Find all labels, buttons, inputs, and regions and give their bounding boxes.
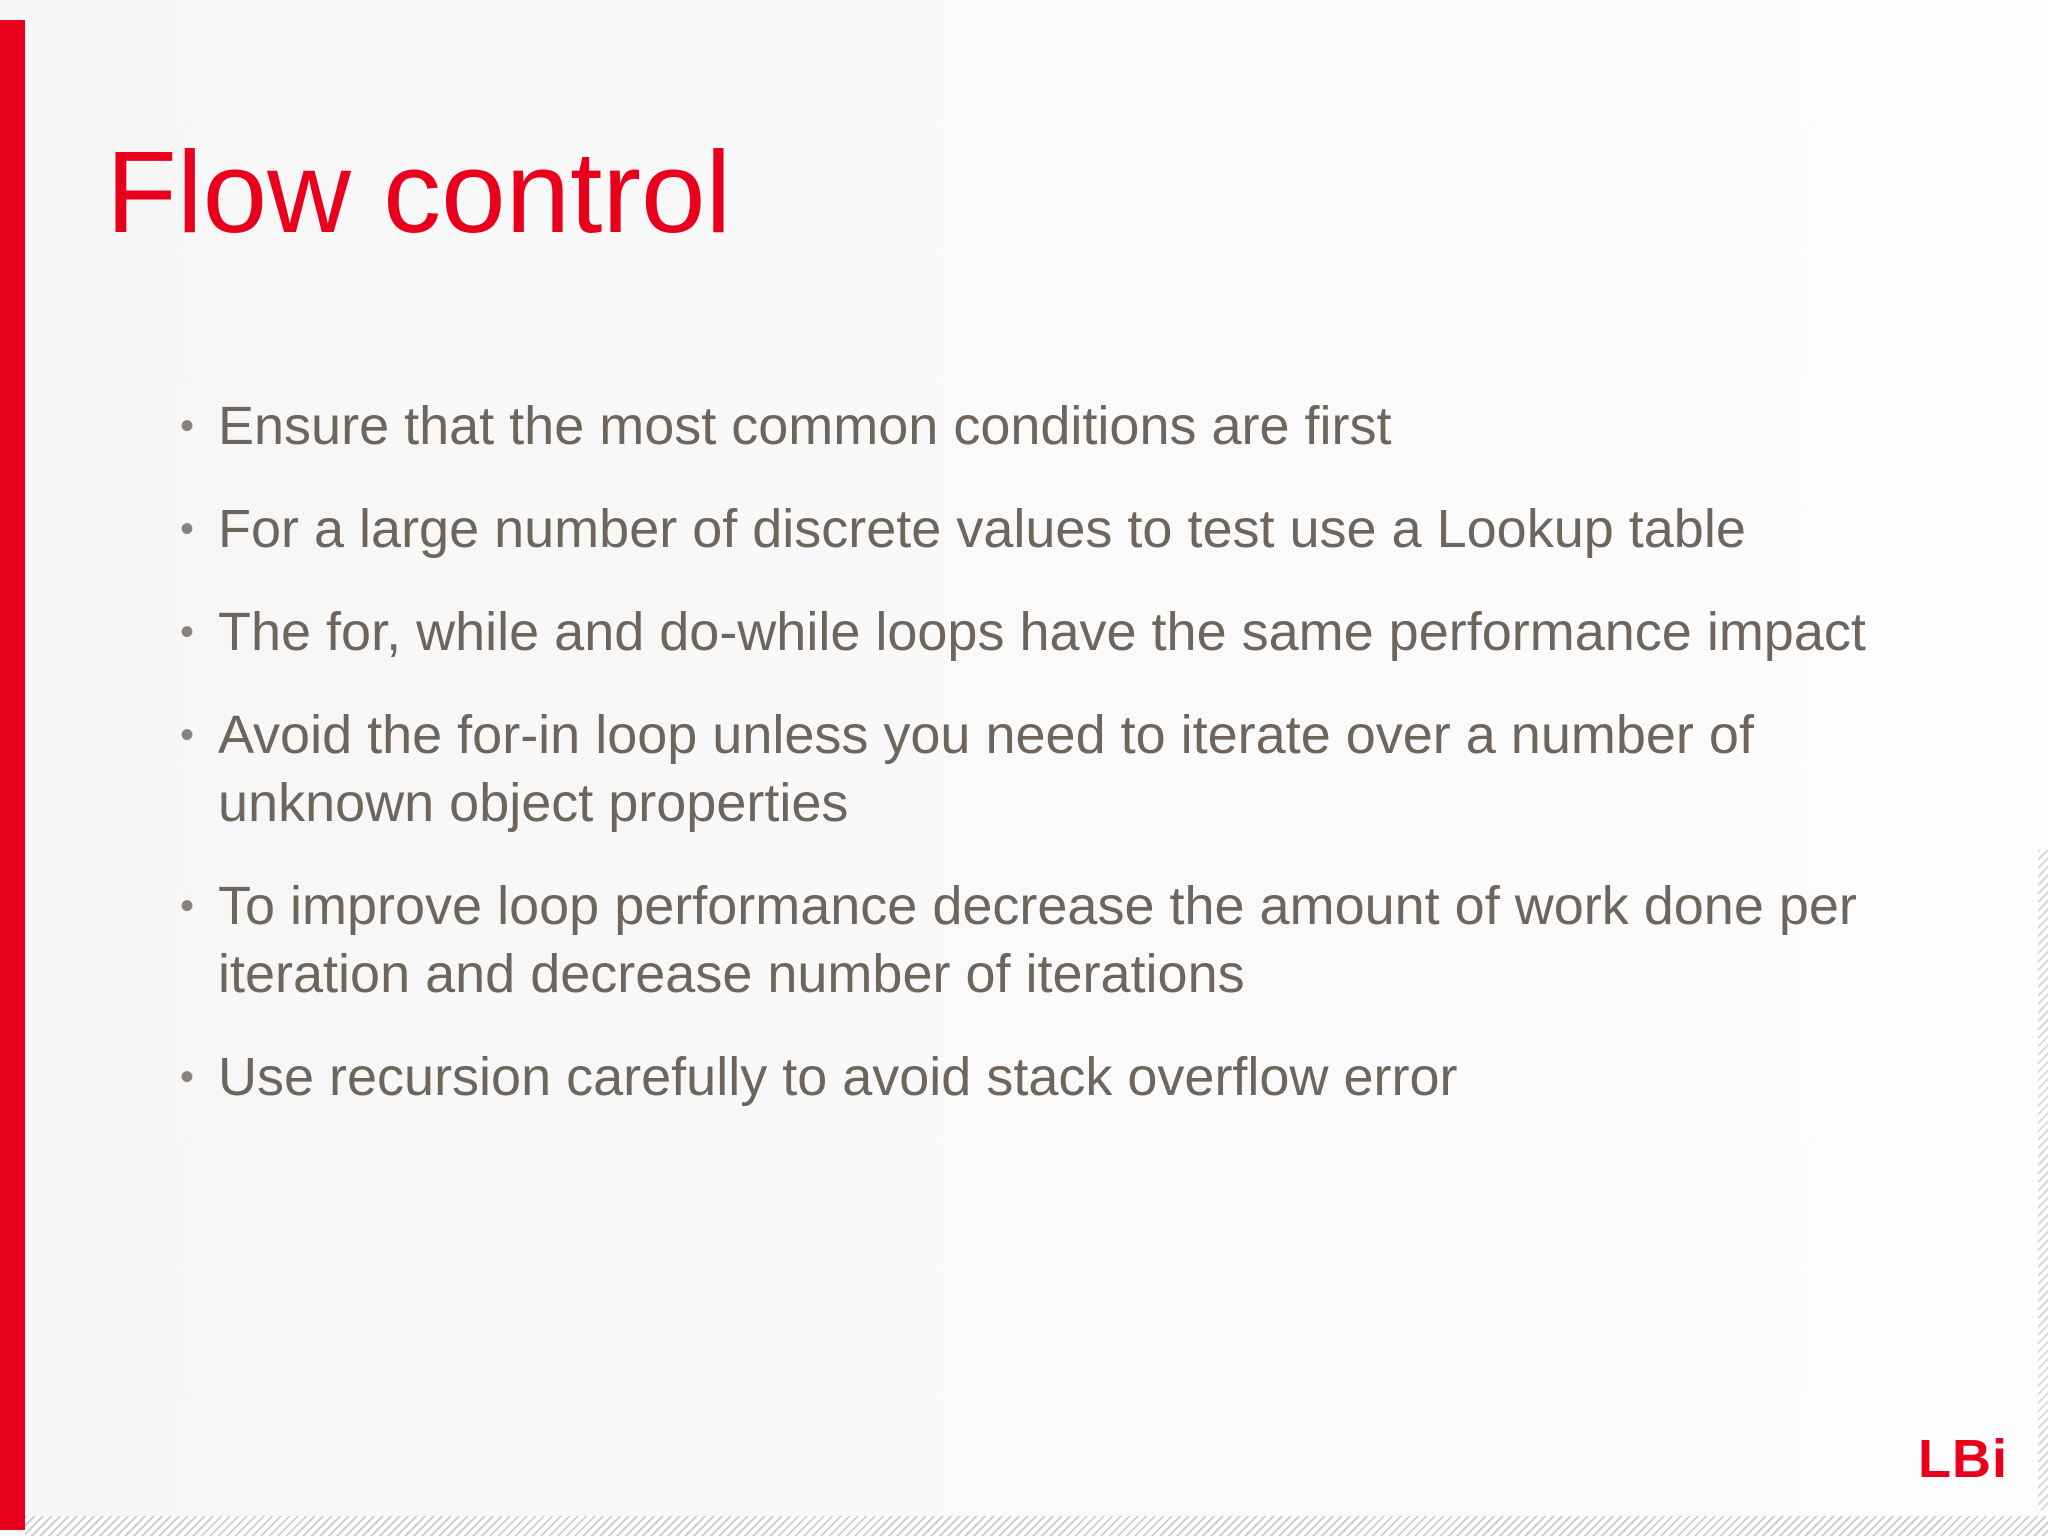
bullet-item xyxy=(180,495,1980,563)
bullet-item xyxy=(180,392,1980,460)
bullet-item xyxy=(180,872,1980,1008)
lbi-logo: LBi xyxy=(1918,1429,2008,1489)
bullet-dot-icon: • xyxy=(180,884,195,928)
accent-bar xyxy=(0,20,25,1530)
bullet-item xyxy=(180,598,1980,666)
bullet-item xyxy=(180,1043,1980,1111)
bullet-dot-icon: • xyxy=(180,404,195,448)
bullet-list xyxy=(180,392,1980,1146)
bullet-text: To improve loop performance decrease the amount of work done per iteration and decrease number of iterations xyxy=(218,876,1857,1004)
slide-title: Flow control xyxy=(106,127,732,257)
bullet-text: For a large number of discrete values to test use a Lookup table xyxy=(218,499,1746,559)
right-edge-hatch xyxy=(2038,850,2048,1510)
bullet-item xyxy=(180,701,1980,837)
bullet-dot-icon: • xyxy=(180,507,195,551)
bullet-dot-icon: • xyxy=(180,610,195,654)
bullet-dot-icon: • xyxy=(180,1055,195,1099)
bullet-dot-icon: • xyxy=(180,713,195,757)
bullet-text: Use recursion carefully to avoid stack overflow error xyxy=(218,1047,1458,1107)
bullet-text: The for, while and do-while loops have the same performance impact xyxy=(218,602,1866,662)
bullet-text: Ensure that the most common conditions are first xyxy=(218,396,1392,456)
bullet-text: Avoid the for-in loop unless you need to iterate over a number of unknown object properties xyxy=(218,705,1754,833)
bottom-edge-hatch xyxy=(25,1516,2048,1536)
